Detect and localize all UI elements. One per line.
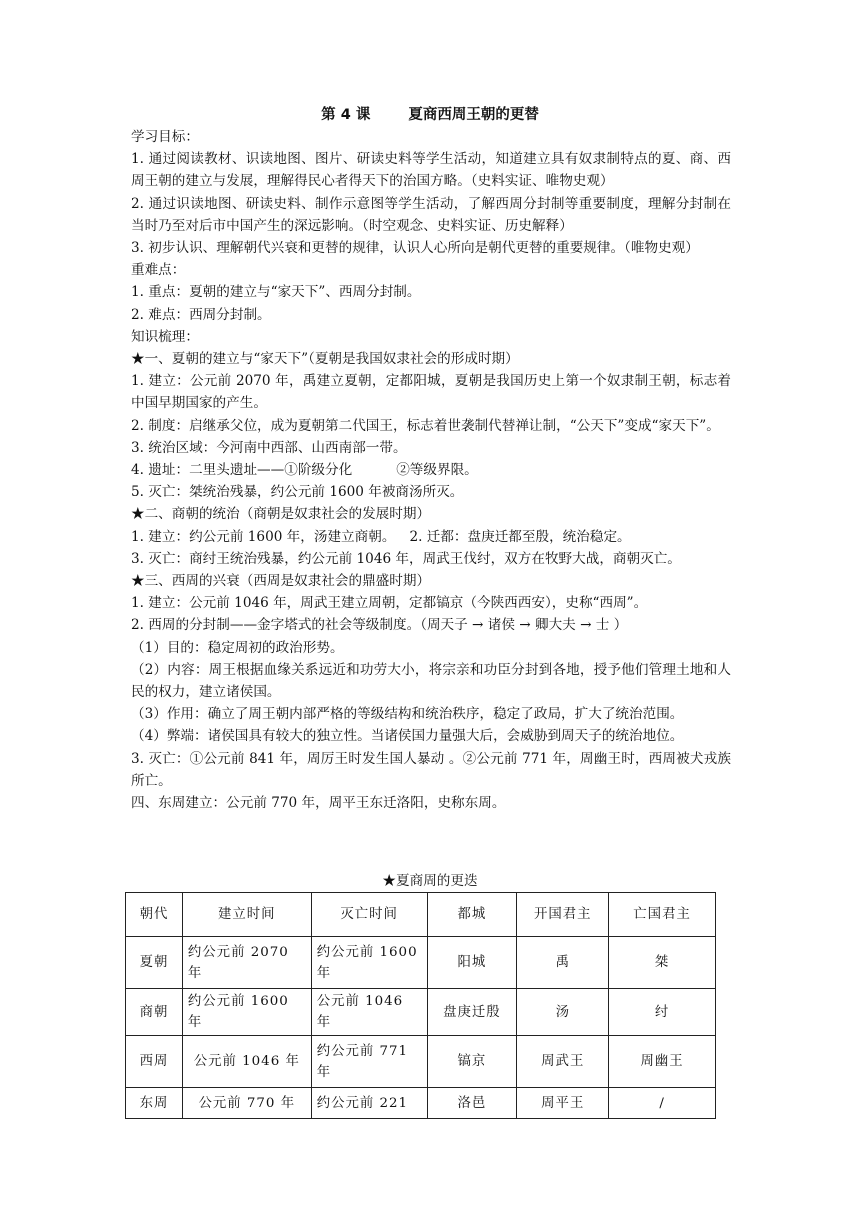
table-cell: 桀 [609, 937, 716, 989]
table-cell: 纣 [609, 989, 716, 1036]
table-cell: 约公元前 771 年 [311, 1036, 427, 1088]
section-item: 2. 制度：启继承父位，成为夏朝第二代国王，标志着世袭制代替禅让制，“公天下”变成“家天下”。 [131, 417, 720, 434]
table-row [126, 1036, 716, 1088]
section-item: （4）弊端：诸侯国具有较大的独立性。当诸侯国力量强大后，会威胁到周天子的统治地位。 [131, 728, 684, 745]
table-cell: 禹 [517, 937, 609, 989]
key-point-item: 1. 重点：夏朝的建立与“家天下”、西周分封制。 [131, 284, 421, 301]
table-cell: 阳城 [427, 937, 517, 989]
section-item [131, 526, 731, 548]
table-row [126, 937, 716, 989]
table-cell: 洛邑 [427, 1088, 517, 1119]
section-heading: ★二、商朝的统治（商朝是奴隶社会的发展时期） [131, 506, 431, 523]
table-cell: 西周 [126, 1036, 183, 1088]
section-item: 3. 统治区域：今河南中西部、山西南部一带。 [131, 439, 407, 456]
table-cell: 东周 [126, 1088, 183, 1119]
header-cell: 亡国君主 [609, 893, 716, 937]
table-cell: 盘庚迁殷 [427, 989, 517, 1036]
lesson-name: 夏商西周王朝的更替 [408, 107, 539, 123]
table-cell: 约公元前 2070 年 [182, 937, 311, 989]
table-cell: 周武王 [517, 1036, 609, 1088]
goal-item: 3. 初步认识、理解朝代兴衰和更替的规律，认识人心所向是朝代更替的重要规律。（唯物史观） [131, 240, 699, 257]
section-heading: ★三、西周的兴衰（西周是奴隶社会的鼎盛时期） [131, 573, 431, 590]
shang-founding: 1. 建立：约公元前 1600 年，汤建立商朝。 [131, 528, 396, 545]
shang-capital-move: 2. 迁都：盘庚迁都至殷，统治稳定。 [409, 528, 631, 545]
table-cell: 周平王 [517, 1088, 609, 1119]
header-cell: 朝代 [126, 893, 183, 937]
table-cell: 公元前 1046 年 [311, 989, 427, 1036]
section-item: 3. 灭亡：商纣王统治残暴，约公元前 1046 年，周武王伐纣，双方在牧野大战，商朝灭亡。 [131, 550, 681, 567]
page-title [0, 104, 860, 126]
section-item: 2. 西周的分封制——金字塔式的社会等级制度。（周天子 → 诸侯 → 卿大夫 → 士 ） [131, 617, 628, 634]
goal-item: 2. 通过识读地图、研读史料、制作示意图等学生活动，了解西周分封制等重要制度，理解分封制在当时乃至对后市中国产生的深远影响。（时空观念、史料实证、历史解释） [131, 195, 731, 234]
section-item: 1. 建立：公元前 2070 年，禹建立夏朝，定都阳城，夏朝是我国历史上第一个奴隶制王朝，标志着中国早期国家的产生。 [131, 373, 731, 412]
header-cell: 都城 [427, 893, 517, 937]
section-item: （2）内容：周王根据血缘关系远近和功劳大小，将宗亲和功臣分封到各地，授予他们管理土地和人民的权力，建立诸侯国。 [131, 661, 731, 701]
goal-item: 1. 通过阅读教材、识读地图、图片、研读史料等学生活动，知道建立具有奴隶制特点的夏、商、西周王朝的建立与发展，理解得民心者得天下的治国方略。（史料实证、唯物史观） [131, 151, 731, 190]
relic-text-b: ②等级界限。 [396, 462, 478, 479]
table-cell: 公元前 1046 年 [182, 1036, 311, 1088]
table-header-row [126, 893, 716, 937]
table-cell: 约公元前 221 [311, 1088, 427, 1119]
table-row [126, 1088, 716, 1119]
header-cell: 开国君主 [517, 893, 609, 937]
table-title: ★夏商周的更迭 [382, 873, 478, 889]
table-cell: 公元前 770 年 [182, 1088, 311, 1119]
lesson-number: 第 4 课 [321, 107, 371, 123]
header-cell: 灭亡时间 [311, 893, 427, 937]
table-cell: 约公元前 1600 年 [182, 989, 311, 1036]
table-cell: 周幽王 [609, 1036, 716, 1088]
goals-heading: 学习目标： [131, 129, 199, 145]
key-points-heading: 重难点： [131, 262, 186, 279]
table-cell: 商朝 [126, 989, 183, 1036]
key-point-item: 2. 难点：西周分封制。 [131, 306, 271, 323]
lesson-content [131, 126, 731, 814]
table-cell: 夏朝 [126, 937, 183, 989]
section-item [131, 459, 731, 481]
relic-text-a: 4. 遗址：二里头遗址——①阶级分化 [131, 462, 353, 479]
table-cell: 汤 [517, 989, 609, 1036]
table-cell: 约公元前 1600 年 [311, 937, 427, 989]
table-cell: / [609, 1088, 716, 1119]
knowledge-heading: 知识梳理： [131, 328, 199, 345]
dynasty-table [125, 892, 716, 1119]
section-heading: ★一、夏朝的建立与“家天下”（夏朝是我国奴隶社会的形成时期） [131, 351, 519, 368]
section-item: （3）作用：确立了周王朝内部严格的等级结构和统治秩序，稳定了政局，扩大了统治范围。 [131, 706, 684, 723]
table-row [126, 989, 716, 1036]
table-cell: 镐京 [427, 1036, 517, 1088]
section-item: 5. 灭亡：桀统治残暴，约公元前 1600 年被商汤所灭。 [131, 484, 464, 501]
header-cell: 建立时间 [182, 893, 311, 937]
section-heading: 四、东周建立：公元前 770 年，周平王东迁洛阳，史称东周。 [131, 795, 506, 812]
section-item: （1）目的：稳定周初的政治形势。 [131, 639, 344, 656]
section-item: 3. 灭亡：①公元前 841 年，周厉王时发生国人暴动 。②公元前 771 年，周幽王时，西周被犬戎族所亡。 [131, 750, 731, 789]
section-item: 1. 建立：公元前 1046 年，周武王建立周朝，定都镐京（今陕西西安），史称“西周”。 [131, 595, 648, 612]
